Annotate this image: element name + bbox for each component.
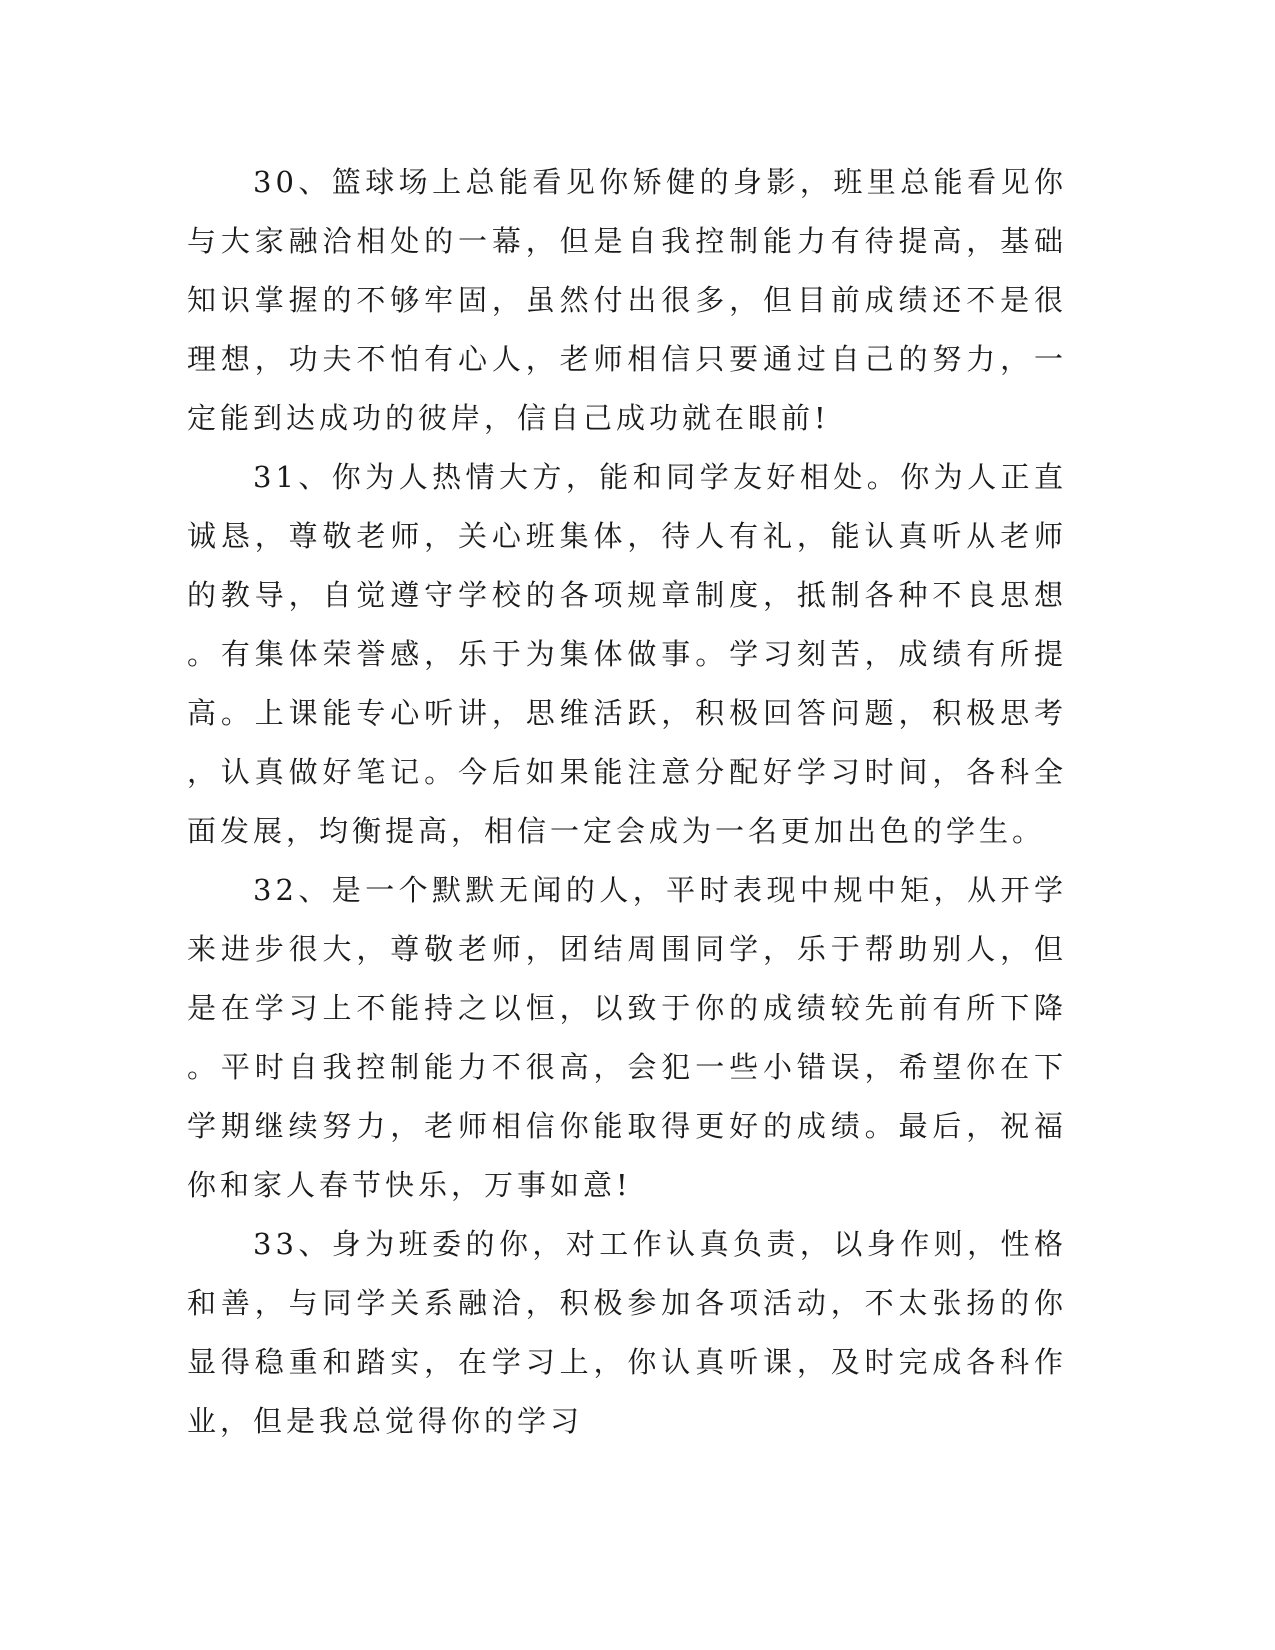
paragraph-30: 30、篮球场上总能看见你矫健的身影，班里总能看见你与大家融洽相处的一幕，但是自我控制能力有待提高，基础知识掌握的不够牢固，虽然付出很多，但目前成绩还不是很理想，功夫不怕有心人，老师相信只要通过自己的努力，一定能到达成功的彼岸，信自己成功就在眼前! — [187, 165, 1067, 435]
paragraph-33: 33、身为班委的你，对工作认真负责，以身作则，性格和善，与同学关系融洽，积极参加各项活动，不太张扬的你显得稳重和踏实，在学习上，你认真听课，及时完成各科作业，但是我总觉得你的学习 — [187, 1227, 1067, 1438]
paragraph-32: 32、是一个默默无闻的人，平时表现中规中矩，从开学来进步很大，尊敬老师，团结周围同学，乐于帮助别人，但是在学习上不能持之以恒，以致于你的成绩较先前有所下降。平时自我控制能力不很高，会犯一些小错误，希望你在下学期继续努力，老师相信你能取得更好的成绩。最后，祝福你和家人春节快乐，万事如意! — [187, 873, 1067, 1202]
paragraph-31: 31、你为人热情大方，能和同学友好相处。你为人正直诚恳，尊敬老师，关心班集体，待人有礼，能认真听从老师的教导，自觉遵守学校的各项规章制度，抵制各种不良思想。有集体荣誉感，乐于为集体做事。学习刻苦，成绩有所提高。上课能专心听讲，思维活跃，积极回答问题，积极思考，认真做好笔记。今后如果能注意分配好学习时间，各科全面发展，均衡提高，相信一定会成为一名更加出色的学生。 — [187, 460, 1067, 848]
document-body — [187, 153, 1067, 1451]
